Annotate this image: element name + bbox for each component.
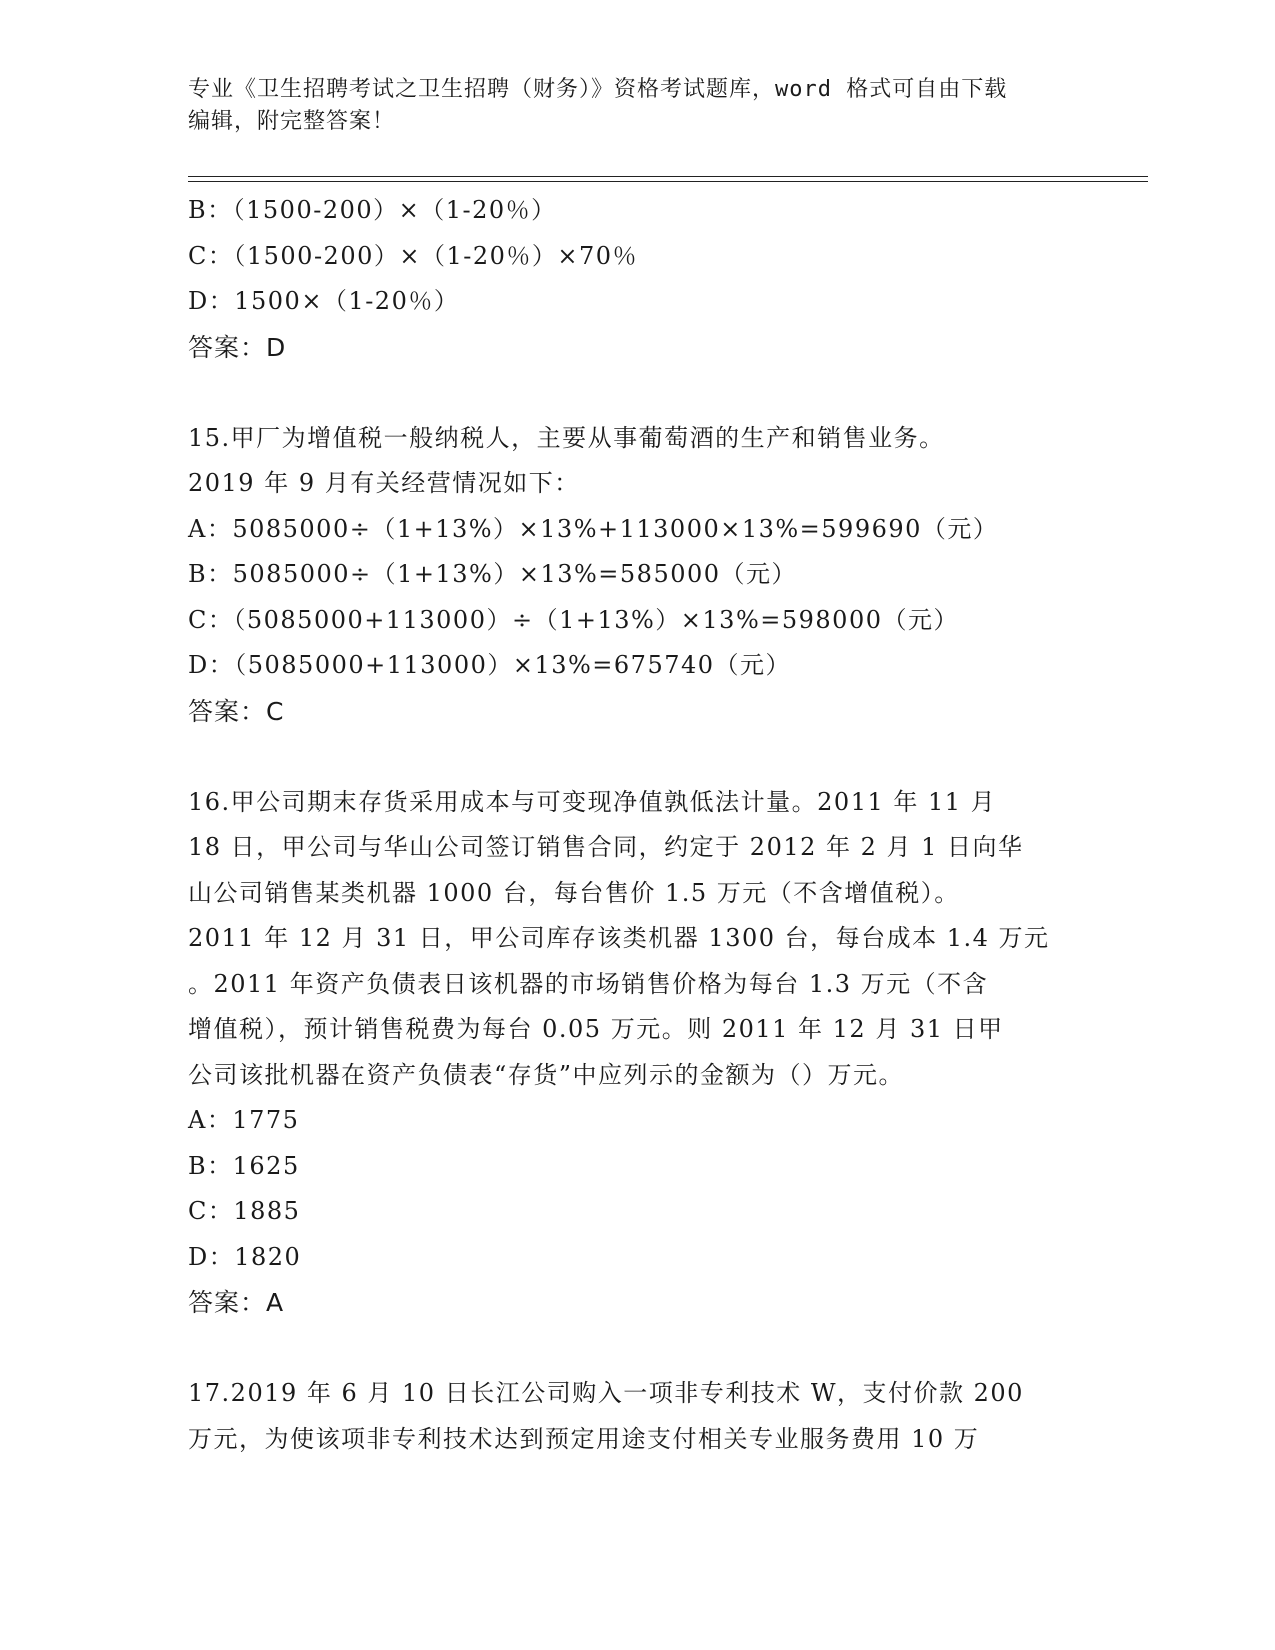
- option-c: C：（5085000+113000）÷（1+13%）×13%=598000（元）: [188, 605, 959, 634]
- question-stem-line: 增值税），预计销售税费为每台 0.05 万元。则 2011 年 12 月 31 日甲: [188, 1015, 1004, 1043]
- question-stem-line: 17.2019 年 6 月 10 日长江公司购入一项非专利技术 W，支付价款 200: [188, 1379, 1024, 1407]
- option-d: D：1820: [188, 1242, 302, 1271]
- question-stem-line: 山公司销售某类机器 1000 台，每台售价 1.5 万元（不含增值税）。: [188, 878, 960, 907]
- question-stem-line: 万元，为使该项非专利技术达到预定用途支付相关专业服务费用 10 万: [188, 1424, 980, 1453]
- question-16: [188, 780, 1088, 1326]
- question-stem-line: 2019 年 9 月有关经营情况如下：: [188, 469, 580, 497]
- question-stem-line: 15.甲厂为增值税一般纳税人，主要从事葡萄酒的生产和销售业务。: [188, 423, 945, 452]
- option-d: D：1500×（1-20％）: [188, 287, 460, 315]
- question-stem-line: 2011 年 12 月 31 日，甲公司库存该类机器 1300 台，每台成本 1.4 万元: [188, 924, 1050, 952]
- spacer: [188, 1326, 1088, 1372]
- answer: 答案：C: [188, 696, 285, 726]
- question-stem-line: 。2011 年资产负债表日该机器的市场销售价格为每台 1.3 万元（不含: [188, 969, 989, 998]
- option-b: B：（1500-200）×（1-20％）: [188, 196, 557, 224]
- option-a: A：1775: [188, 1106, 300, 1134]
- option-b: B：1625: [188, 1151, 300, 1180]
- spacer: [188, 370, 1088, 416]
- question-stem-line: 公司该批机器在资产负债表“存货”中应列示的金额为（）万元。: [188, 1060, 905, 1089]
- question-stem-line: 18 日，甲公司与华山公司签订销售合同，约定于 2012 年 2 月 1 日向华: [188, 833, 1024, 861]
- header-divider-bottom: [188, 181, 1148, 182]
- question-15: [188, 416, 1088, 735]
- header-line-2: 编辑，附完整答案！: [188, 109, 396, 134]
- option-a: A：5085000÷（1+13%）×13%+113000×13%=599690（元）: [188, 514, 999, 543]
- header-line-1: 专业《卫生招聘考试之卫生招聘（财务）》资格考试题库，word 格式可自由下载: [188, 77, 1008, 102]
- question-14: [188, 188, 1088, 370]
- header-divider-top: [188, 176, 1148, 177]
- question-content: [188, 188, 1088, 1462]
- spacer: [188, 734, 1088, 780]
- answer: 答案：D: [188, 332, 287, 362]
- question-17: [188, 1371, 1088, 1462]
- option-c: C：1885: [188, 1197, 301, 1225]
- option-b: B：5085000÷（1+13%）×13%=585000（元）: [188, 560, 798, 588]
- option-d: D：（5085000+113000）×13%=675740（元）: [188, 651, 792, 679]
- answer: 答案：A: [188, 1288, 285, 1317]
- option-c: C：（1500-200）×（1-20％）×70％: [188, 241, 639, 270]
- question-stem-line: 16.甲公司期末存货采用成本与可变现净值孰低法计量。2011 年 11 月: [188, 787, 997, 816]
- document-header: [188, 74, 1088, 138]
